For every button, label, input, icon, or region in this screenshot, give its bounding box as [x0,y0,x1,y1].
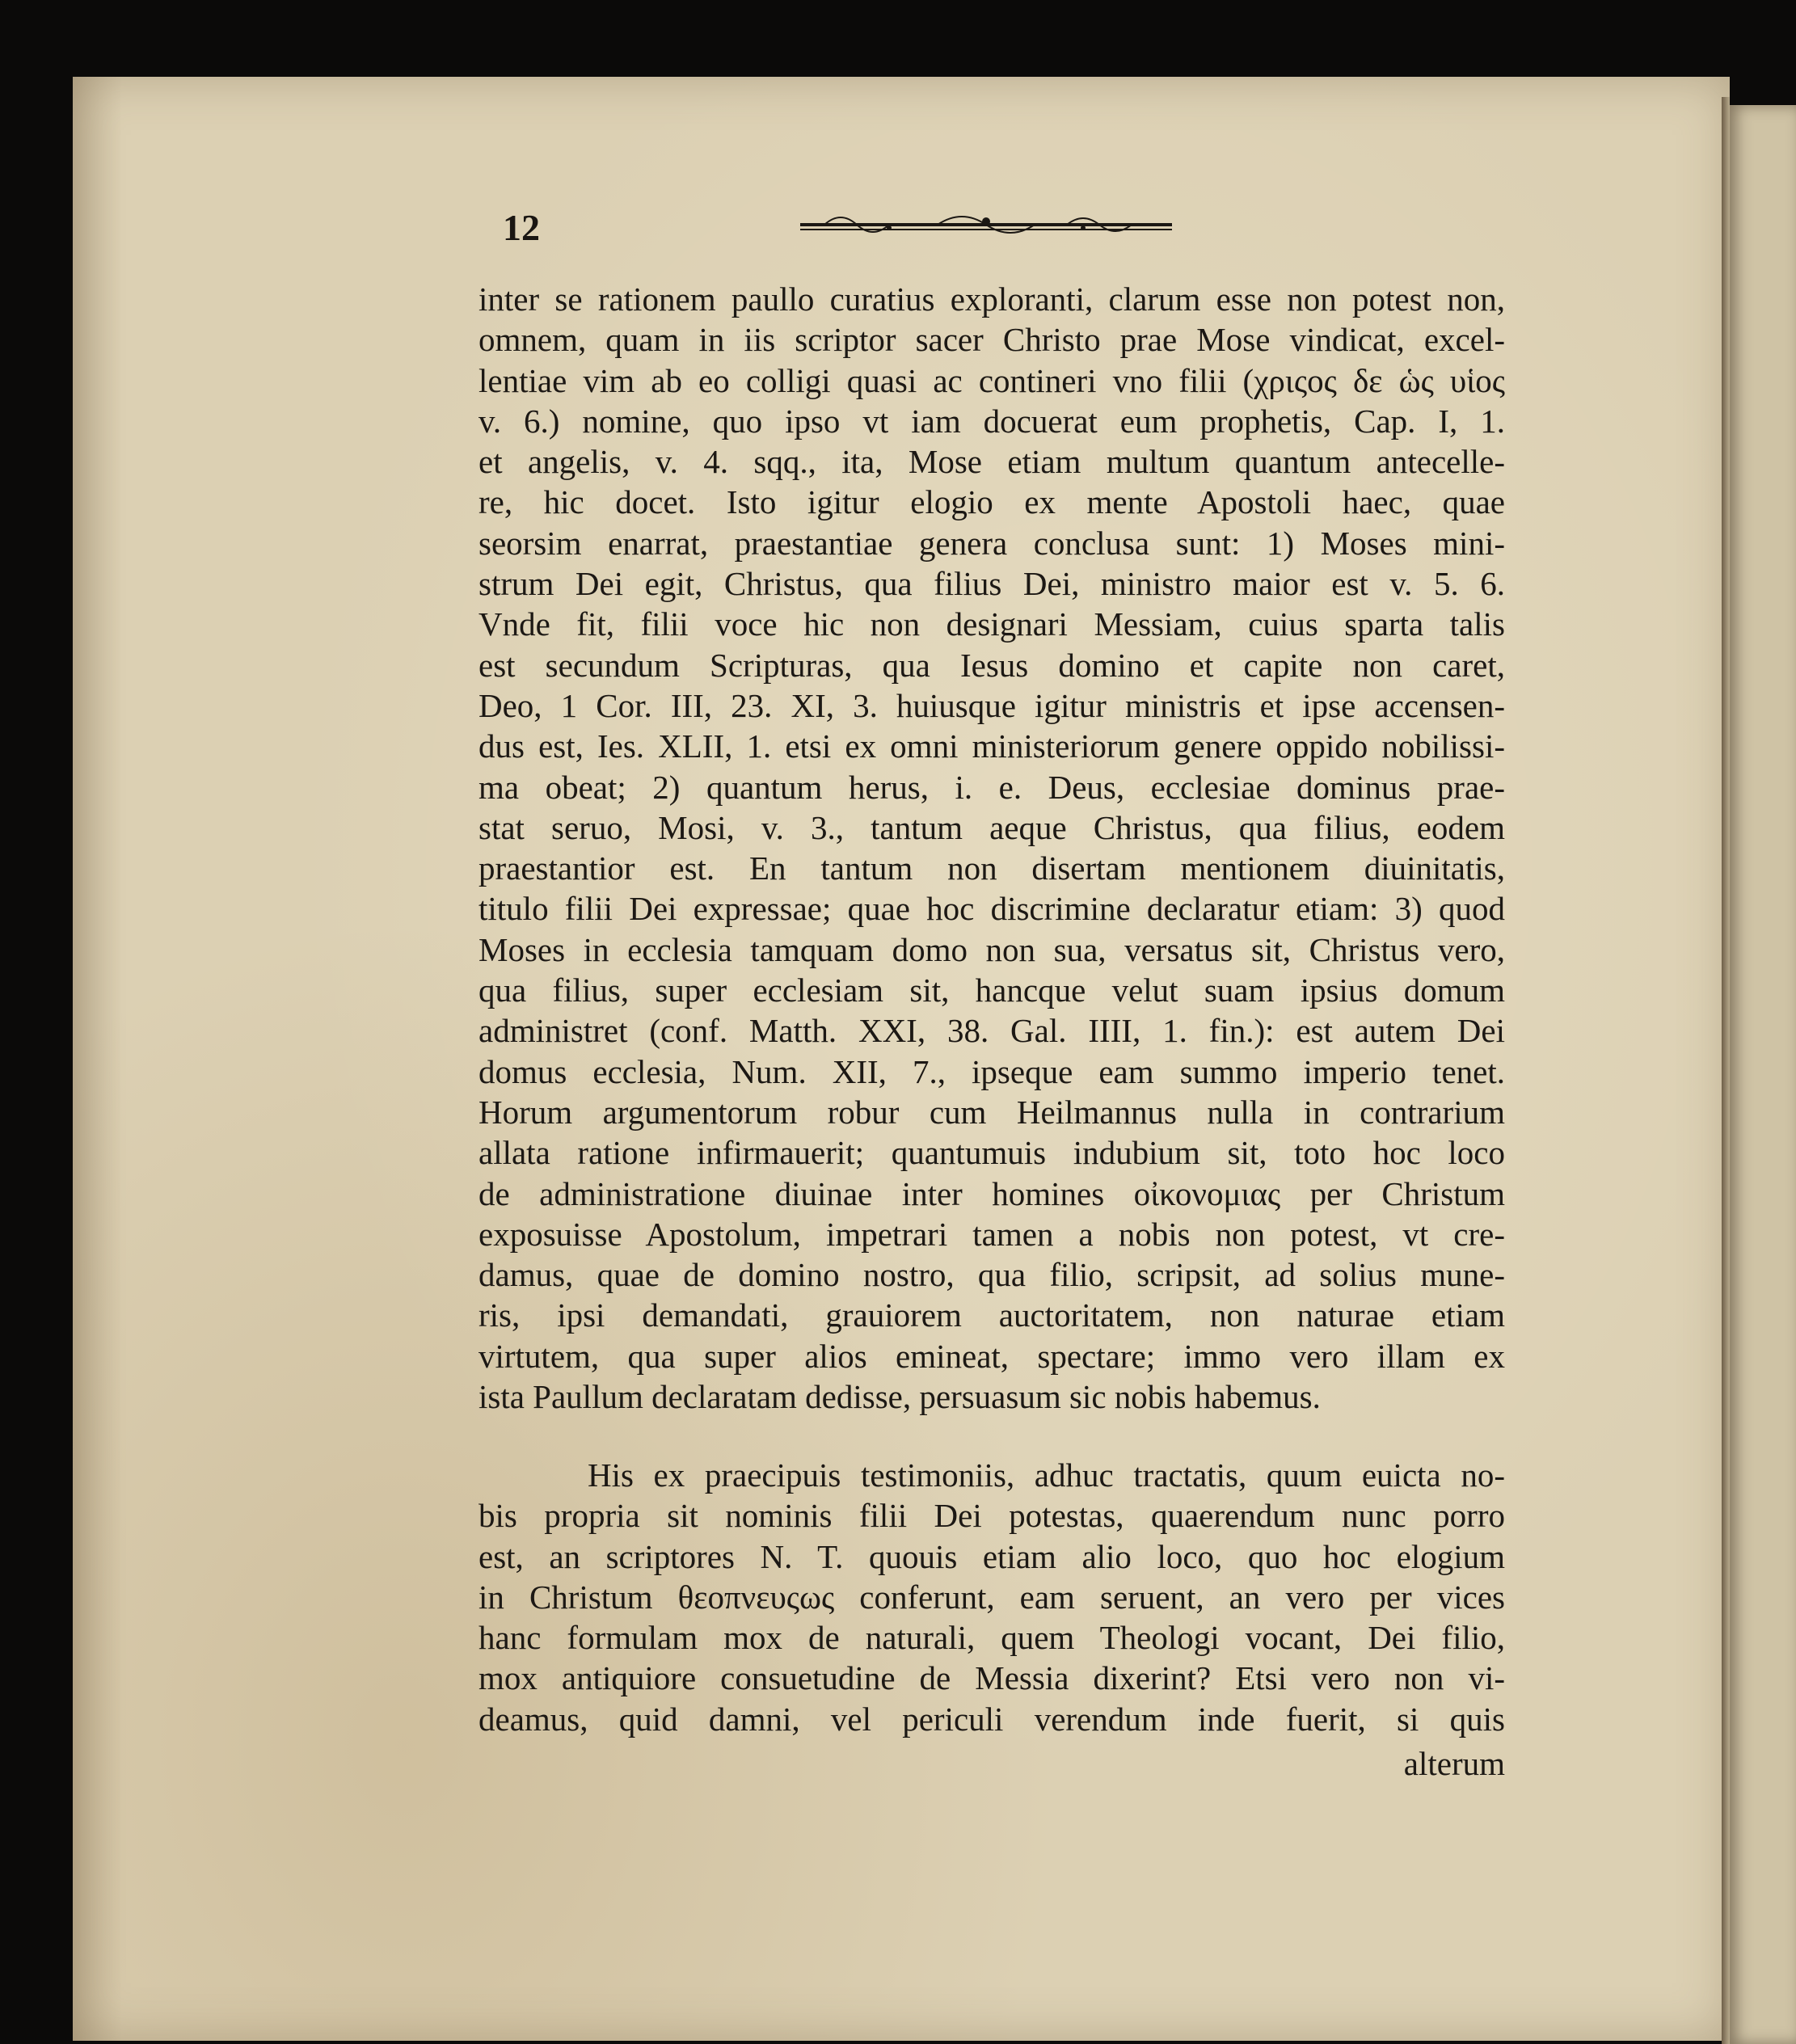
text-line: bis propria sit nominis filii Dei potestas, quaerendum nunc porro [479,1497,1505,1535]
catchword: alterum [1403,1745,1505,1782]
text-line: seorsim enarrat, praestantiae genera conclusa sunt: 1) Moses mini- [479,524,1505,562]
page-number: 12 [503,207,540,248]
text-line: Horum argumentorum robur cum Heilmannus nulla in contrarium [479,1093,1505,1131]
text-line: praestantior est. En tantum non disertam mentionem diuinitatis, [479,849,1505,887]
page-gutter [1722,97,1730,2044]
text-line: de administratione diuinae inter homines οἰκονομιας per Christum [479,1174,1505,1212]
text-line: et angelis, v. 4. sqq., ita, Mose etiam multum quantum antecelle- [479,443,1505,481]
text-line: ista Paullum declaratam dedisse, persuasum sic nobis habemus. [479,1378,1321,1416]
text-line: inter se rationem paullo curatius exploranti, clarum esse non potest non, [479,280,1505,318]
text-line: domus ecclesia, Num. XII, 7., ipseque eam summo imperio tenet. [479,1052,1505,1090]
text-line: lentiae vim ab eo colligi quasi ac contineri vno filii (χριςος δε ὡς υἱος [479,361,1505,399]
text-line: His ex praecipuis testimoniis, adhuc tractatis, quum euicta no- [588,1456,1505,1494]
text-line: Moses in ecclesia tamquam domo non sua, versatus sit, Christus vero, [479,930,1505,968]
text-line: hanc formulam mox de naturali, quem Theologi vocant, Dei filio, [479,1619,1505,1657]
text-line: ris, ipsi demandati, grauiorem auctoritatem, non naturae etiam [479,1296,1505,1334]
text-line: ma obeat; 2) quantum herus, i. e. Deus, ecclesiae dominus prae- [479,768,1505,806]
text-line: administret (conf. Matth. XXI, 38. Gal. IIII, 1. fin.): est autem Dei [479,1012,1505,1050]
text-line: Deo, 1 Cor. III, 23. XI, 3. huiusque igitur ministris et ipse accensen- [479,686,1505,724]
text-line: omnem, quam in iis scriptor sacer Christo prae Mose vindicat, excel- [479,321,1505,359]
text-line: est, an scriptores N. T. quouis etiam alio loco, quo hoc elogium [479,1537,1505,1575]
text-line: qua filius, super ecclesiam sit, hancque velut suam ipsius domum [479,971,1505,1009]
text-line: allata ratione infirmauerit; quantumuis indubium sit, toto hoc loco [479,1134,1505,1172]
main-paragraph [479,279,1505,1417]
facing-page-edge [1730,105,1796,2044]
header-ornament-icon [792,204,1180,244]
text-line: Vnde fit, filii voce hic non designari Messiam, cuius sparta talis [479,605,1505,643]
text-line: in Christum θεοπνευςως conferunt, eam seruent, an vero per vices [479,1578,1505,1616]
text-line: virtutem, qua super alios emineat, spectare; immo vero illam ex [479,1337,1505,1375]
text-line: v. 6.) nomine, quo ipso vt iam docuerat eum prophetis, Cap. I, 1. [479,402,1505,440]
text-line: stat seruo, Mosi, v. 3., tantum aeque Christus, qua filius, eodem [479,808,1505,846]
text-line: est secundum Scripturas, qua Iesus domino et capite non caret, [479,646,1505,684]
text-line: damus, quae de domino nostro, qua filio, scripsit, ad solius mune- [479,1256,1505,1294]
text-line: titulo filii Dei expressae; quae hoc discrimine declaratur etiam: 3) quod [479,890,1505,928]
text-line: exposuisse Apostolum, impetrari tamen a nobis non potest, vt cre- [479,1215,1505,1253]
second-paragraph [479,1455,1505,1739]
text-line: deamus, quid damni, vel periculi verendum inde fuerit, si quis [479,1700,1505,1738]
text-line: dus est, Ies. XLII, 1. etsi ex omni ministeriorum genere oppido nobilissi- [479,727,1505,765]
text-line: strum Dei egit, Christus, qua filius Dei, ministro maior est v. 5. 6. [479,565,1505,603]
text-line: re, hic docet. Isto igitur elogio ex mente Apostoli haec, quae [479,483,1505,521]
text-line: mox antiquiore consuetudine de Messia dixerint? Etsi vero non vi- [479,1659,1505,1697]
